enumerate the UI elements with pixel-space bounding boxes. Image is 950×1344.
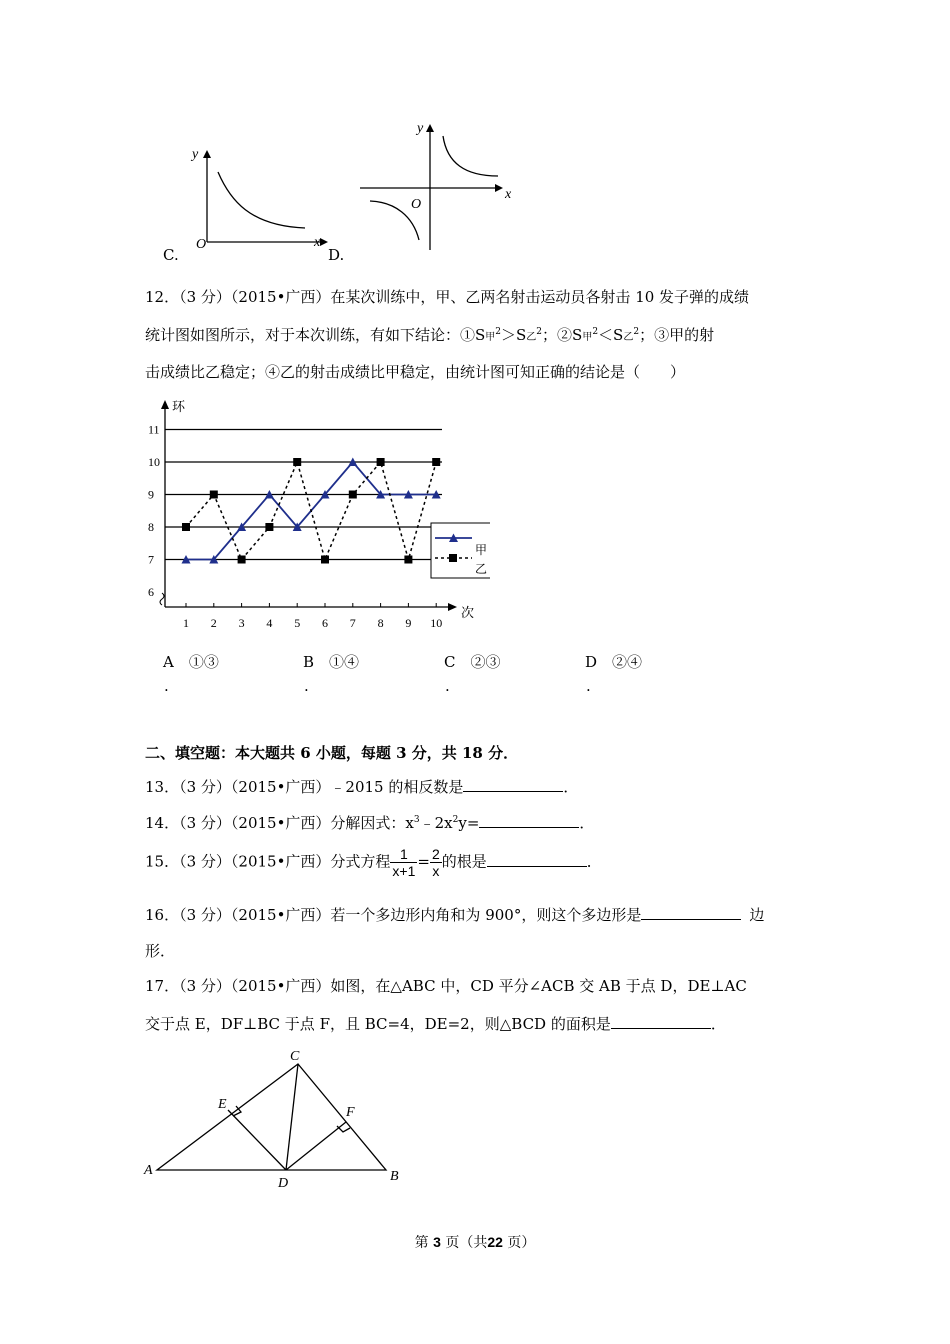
data-point-yi bbox=[293, 458, 301, 466]
q14: 14．（3 分）（2015•广西）分解因式：$x^3﹣2x^2y=$ ． bbox=[145, 814, 595, 832]
y-tick-label: 6 bbox=[148, 585, 154, 599]
data-point-yi bbox=[265, 523, 273, 531]
answer-blank bbox=[463, 777, 563, 792]
y-tick-label: 8 bbox=[148, 520, 154, 534]
data-point-yi bbox=[432, 458, 440, 466]
q15: 15．（3 分）（2015•广西）分式方程 $\frac{1}{x+1}$ = $\frac{2}{x}$ 的根是 ． bbox=[145, 846, 602, 879]
data-point-yi bbox=[349, 491, 357, 499]
x-tick-label: 1 bbox=[183, 616, 189, 630]
y-axis-label: y bbox=[417, 121, 424, 136]
option-c[interactable]: C ②③ bbox=[444, 653, 501, 671]
fraction-2: $\frac{2}{x}$ bbox=[431, 846, 440, 879]
q17-line2: 交于点 E，DF⊥BC 于点 F，且 BC=4，DE=2，则△BCD 的面积是 ． bbox=[145, 1015, 726, 1033]
q12-line1: 12．（3 分）（2015•广西）在某次训练中，甲、乙两名射击运动员各射击 10 发子弹的成绩 bbox=[145, 288, 750, 306]
x-tick-label: 10 bbox=[430, 616, 443, 630]
q16-line2: 形． bbox=[145, 942, 176, 960]
legend-marker-yi bbox=[449, 554, 457, 562]
data-point-yi bbox=[321, 556, 329, 564]
option-d-label: D. bbox=[328, 246, 345, 264]
page-footer: 第 3 页（共22 页） bbox=[414, 1234, 536, 1251]
point-f-label: F bbox=[346, 1105, 355, 1120]
legend-label-yi: 乙 bbox=[475, 562, 488, 576]
option-dot: . bbox=[304, 677, 309, 695]
y-tick-label: 10 bbox=[148, 455, 160, 469]
triangle-figure bbox=[140, 1040, 420, 1190]
data-point-yi bbox=[404, 556, 412, 564]
axis-break bbox=[160, 593, 164, 605]
origin-label: O bbox=[196, 237, 207, 252]
section-heading: 二、填空题：本大题共 6 小题，每题 3 分，共 18 分． bbox=[145, 744, 519, 762]
x-tick-label: 9 bbox=[405, 616, 412, 630]
y-tick-label: 7 bbox=[148, 552, 154, 567]
x-tick-label: 3 bbox=[238, 616, 245, 630]
fraction-1: $\frac{1}{x+1}$ bbox=[392, 846, 416, 879]
data-point-yi bbox=[377, 458, 385, 466]
x-tick-label: 5 bbox=[294, 616, 301, 630]
data-point-yi bbox=[210, 491, 218, 499]
option-dot: . bbox=[445, 677, 450, 695]
q12-line2: 统计图如图所示，对于本次训练，有如下结论：①S甲$^2$＞S乙$^2$；②S甲$^2$＜S乙$^2$；③甲的射 bbox=[145, 326, 715, 344]
x-axis-arrow bbox=[448, 603, 457, 611]
answer-blank bbox=[611, 1014, 711, 1029]
point-d-label: D bbox=[278, 1176, 289, 1190]
q16-line1: 16．（3 分）（2015•广西）若一个多边形内角和为 900°，则这个多边形是 边 bbox=[145, 906, 765, 924]
y-tick-label: 9 bbox=[148, 487, 154, 502]
answer-blank bbox=[479, 813, 579, 828]
x-tick-label: 6 bbox=[322, 616, 328, 630]
answer-blank bbox=[487, 852, 587, 867]
option-c-label: C. bbox=[163, 246, 179, 264]
graph-option-c bbox=[160, 140, 340, 270]
x-axis-title: 次 bbox=[461, 605, 475, 620]
point-e-label: E bbox=[218, 1097, 227, 1112]
option-d[interactable]: D ②④ bbox=[585, 653, 643, 671]
point-a-label: A bbox=[144, 1163, 153, 1178]
y-axis-title: 环 bbox=[172, 399, 186, 414]
legend-label-jia: 甲 bbox=[475, 543, 488, 557]
x-axis-label: x bbox=[314, 235, 321, 250]
point-c-label: C bbox=[290, 1049, 300, 1064]
graph-option-d bbox=[355, 118, 525, 258]
x-tick-label: 8 bbox=[377, 616, 384, 630]
option-dot: . bbox=[164, 677, 169, 695]
option-dot: . bbox=[586, 677, 591, 695]
option-b[interactable]: B ①④ bbox=[303, 653, 360, 671]
x-axis-label: x bbox=[505, 187, 512, 202]
y-tick-label: 11 bbox=[148, 422, 160, 437]
q12-line3: 击成绩比乙稳定；④乙的射击成绩比甲稳定，由统计图可知正确的结论是（ ） bbox=[145, 363, 686, 381]
answer-blank bbox=[641, 905, 741, 920]
origin-label: O bbox=[411, 197, 422, 212]
y-axis-label: y bbox=[192, 147, 199, 162]
q13: 13．（3 分）（2015•广西）﹣2015 的相反数是 ． bbox=[145, 778, 579, 796]
x-tick-label: 2 bbox=[210, 616, 217, 630]
q17-line1: 17．（3 分）（2015•广西）如图，在△ABC 中，CD 平分∠ACB 交 AB 于点 D，DE⊥AC bbox=[145, 977, 747, 995]
series-line-yi bbox=[186, 462, 436, 560]
y-axis-arrow bbox=[161, 400, 169, 409]
option-a[interactable]: A ①③ bbox=[163, 653, 219, 671]
x-tick-label: 4 bbox=[266, 616, 273, 630]
x-tick-label: 7 bbox=[349, 616, 356, 630]
shooting-score-chart bbox=[140, 395, 490, 640]
data-point-yi bbox=[182, 523, 190, 531]
point-b-label: B bbox=[390, 1169, 399, 1184]
data-point-yi bbox=[238, 556, 246, 564]
